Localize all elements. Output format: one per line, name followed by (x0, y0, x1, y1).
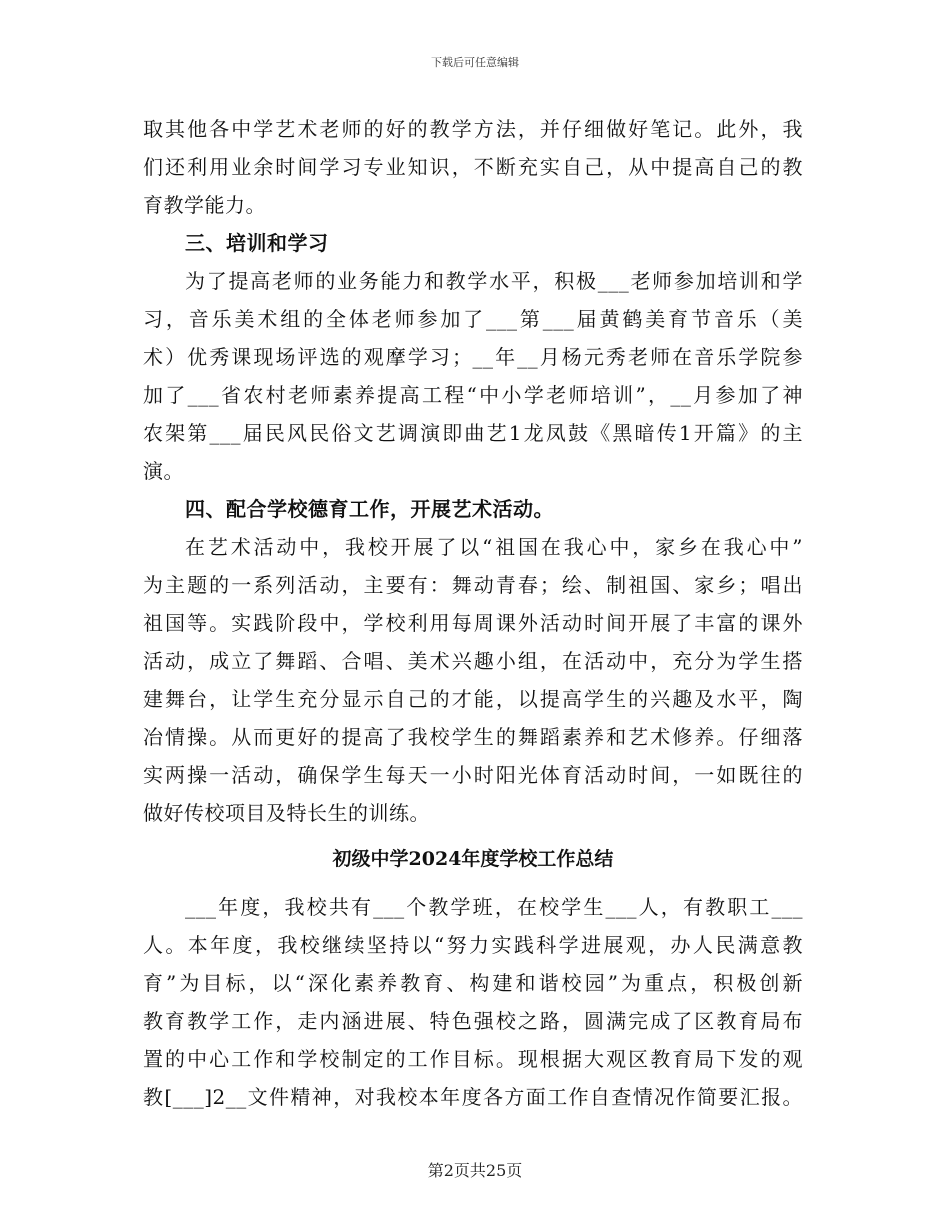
paragraph-line: 在艺术活动中，我校开展了以“祖国在我心中，家乡在我心中” (185, 535, 803, 559)
paragraph-line: 们还利用业余时间学习专业知识，不断充实自己，从中提高自己的教 (143, 155, 803, 179)
paragraph-line: 演。 (143, 459, 184, 483)
paragraph-line: 活动，成立了舞蹈、合唱、美术兴趣小组，在活动中，充分为学生搭 (143, 649, 803, 673)
header-note: 下载后可任意编辑 (431, 56, 519, 69)
paragraph-line: 教育教学工作，走内涵进展、特色强校之路，圆满完成了区教育局布 (143, 1009, 803, 1033)
paragraph-line: 祖国等。实践阶段中，学校利用每周课外活动时间开展了丰富的课外 (143, 611, 803, 635)
paragraph-line: 建舞台，让学生充分显示自己的才能，以提高学生的兴趣及水平，陶 (143, 687, 803, 711)
page-number: 第2页共25页 (427, 1161, 523, 1180)
paragraph-line: 育教学能力。 (143, 193, 266, 217)
paragraph-line: 农架第___届民风民俗文艺调演即曲艺1龙凤鼓《黑暗传1开篇》的主 (143, 421, 803, 445)
paragraph-line: 人。本年度，我校继续坚持以“努力实践科学进展观，办人民满意教 (143, 933, 803, 957)
summary-paragraph (143, 888, 803, 1116)
paragraph-line: 冶情操。从而更好的提高了我校学生的舞蹈素养和艺术修养。仔细落 (143, 725, 803, 749)
paragraph-line: 取其他各中学艺术老师的好的教学方法，并仔细做好笔记。此外，我 (143, 117, 803, 141)
paragraph-line: 实两操一活动，确保学生每天一小时阳光体育活动时间，一如既往的 (143, 763, 803, 787)
paragraph-line: 习，音乐美术组的全体老师参加了___第___届黄鹤美育节音乐（美 (143, 307, 803, 331)
paragraph-line: 置的中心工作和学校制定的工作目标。现根据大观区教育局下发的观 (143, 1047, 803, 1071)
paragraph-line: 加了___省农村老师素养提高工程“中小学老师培训”，__月参加了神 (143, 383, 803, 407)
section-heading-3: 三、培训和学习 (185, 231, 329, 255)
section-4-paragraph (143, 528, 803, 832)
document-title: 初级中学2024年度学校工作总结 (332, 848, 614, 870)
paragraph-line: ___年度，我校共有___个教学班，在校学生___人，有教职工___ (185, 895, 803, 919)
paragraph-line: 为主题的一系列活动，主要有：舞动青春；绘、制祖国、家乡；唱出 (143, 573, 803, 597)
document-body (143, 110, 803, 1116)
section-3-paragraph (143, 262, 803, 490)
paragraph-line: 做好传校项目及特长生的训练。 (143, 801, 430, 825)
paragraph-line: 术）优秀课现场评选的观摩学习；__年__月杨元秀老师在音乐学院参 (143, 345, 803, 369)
paragraph-line: 育”为目标，以“深化素养教育、构建和谐校园”为重点，积极创新 (143, 971, 803, 995)
paragraph-line: 为了提高老师的业务能力和教学水平，积极___老师参加培训和学 (185, 269, 803, 293)
intro-paragraph (143, 110, 803, 224)
paragraph-line: 教[___]2__文件精神，对我校本年度各方面工作自查情况作简要汇报。 (143, 1085, 803, 1109)
section-heading-4: 四、配合学校德育工作，开展艺术活动。 (185, 497, 554, 521)
